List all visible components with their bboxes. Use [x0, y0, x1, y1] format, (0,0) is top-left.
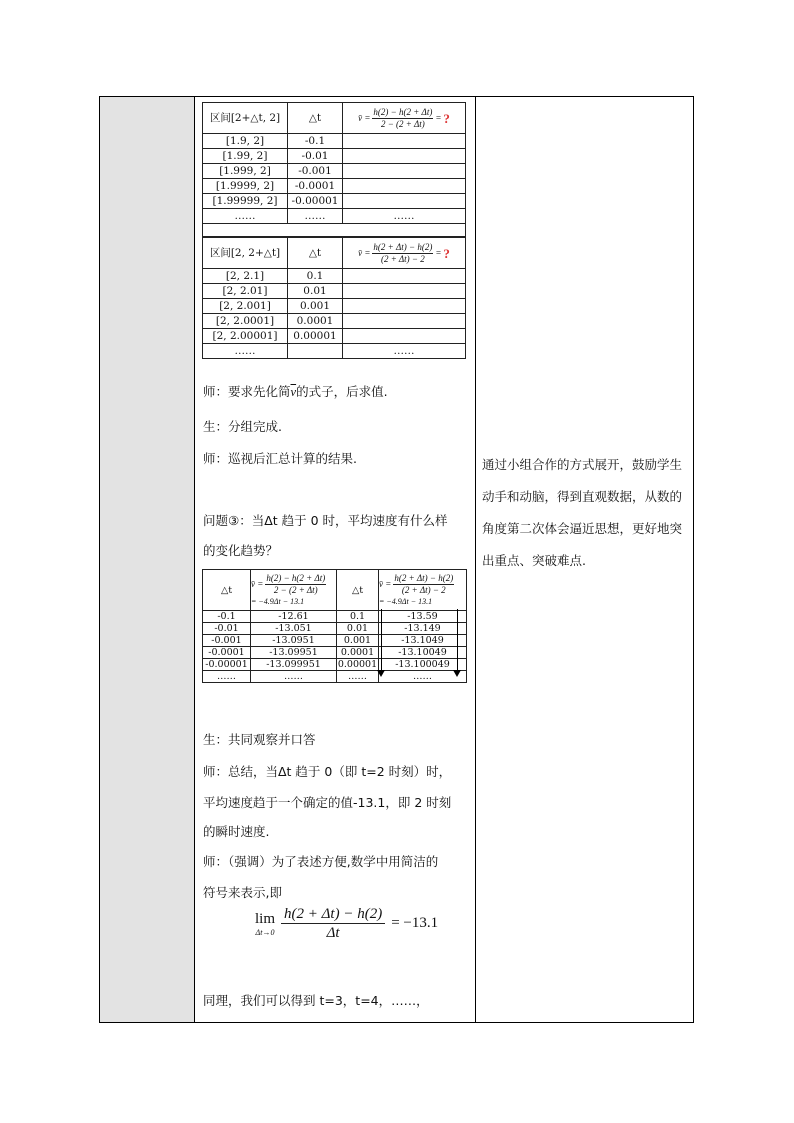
paragraph: 的瞬时速度.	[203, 824, 270, 839]
header-right-formula: v̄ = $\frac{h(2 + \Delta t) - h(2)}{(2 + \Delta t) - 2}$ = −4.9Δt − 13.1	[379, 570, 467, 611]
header-formula: v̄ = $\frac{h(2) - h(2 + \Delta t)}{2 - (2 + \Delta t)}$ = ?	[343, 103, 466, 134]
table-row: [2, 2.0001] 0.0001	[203, 314, 466, 329]
question-mark: ?	[443, 245, 450, 261]
paragraph: 生：分组完成.	[203, 419, 282, 434]
trend-arrow	[457, 609, 458, 671]
trend-arrow	[381, 609, 382, 671]
header-dt: △t	[337, 570, 379, 611]
table-row: [2, 2.001] 0.001	[203, 299, 466, 314]
paragraph: 师：总结，当Δt 趋于 0（即 t=2 时刻）时，	[203, 764, 452, 779]
paragraph: 符号来表示,即	[203, 885, 282, 900]
header-formula: v̄ = $\frac{h(2 + \Delta t) - h(2)}{(2 + \Delta t) - 2}$ = ?	[343, 238, 466, 269]
question-mark: ?	[443, 110, 450, 126]
table-row: [1.99999, 2] -0.00001	[203, 194, 466, 209]
table-row: …… …… ……	[203, 209, 466, 224]
table-row: -0.00001 -13.099951 0.00001 -13.100049	[203, 659, 467, 671]
interval-table-left	[202, 102, 466, 237]
limit-formula: lim Δt→0 $\frac{h(2 + \Delta t) - h(2)}{\Delta t}$ = −13.1	[255, 906, 439, 941]
paragraph: 师：（强调）为了表述方便,数学中用简洁的	[203, 854, 439, 869]
paragraph: 的变化趋势？	[203, 543, 279, 558]
table-row: [1.9999, 2] -0.0001	[203, 179, 466, 194]
middle-column	[195, 97, 476, 1022]
table-row: [1.9, 2] -0.1	[203, 134, 466, 149]
table-row: -0.001 -13.0951 0.001 -13.1049	[203, 635, 467, 647]
header-dt: △t	[288, 238, 343, 269]
table-row: [1.99, 2] -0.01	[203, 149, 466, 164]
header-interval: 区间[2, 2+△t]	[203, 238, 288, 269]
interval-table-right	[202, 237, 466, 359]
lesson-table	[99, 96, 694, 1023]
header-dt: △t	[203, 570, 251, 611]
right-column	[476, 97, 693, 1022]
table-row: -0.1 -12.61 0.1 -13.59	[203, 611, 467, 623]
paragraph: 生：共同观察并口答	[203, 732, 316, 747]
table-row: …… ……	[203, 344, 466, 359]
left-column	[100, 97, 195, 1022]
table-row: [1.999, 2] -0.001	[203, 164, 466, 179]
paragraph: 师：巡视后汇总计算的结果.	[203, 451, 357, 466]
table-row: [2, 2.01] 0.01	[203, 284, 466, 299]
header-interval: 区间[2+△t, 2]	[203, 103, 288, 134]
velocity-table	[202, 569, 467, 683]
header-dt: △t	[288, 103, 343, 134]
paragraph: 同理，我们可以得到 t=3，t=4，……，	[203, 993, 429, 1008]
table-row: [2, 2.1] 0.1	[203, 269, 466, 284]
paragraph: 平均速度趋于一个确定的值-13.1，即 2 时刻	[203, 795, 452, 810]
table-row: [2, 2.00001] 0.00001	[203, 329, 466, 344]
paragraph: 问题③：当Δt 趋于 0 时，平均速度有什么样	[203, 513, 448, 528]
table-row: -0.0001 -13.09951 0.0001 -13.10049	[203, 647, 467, 659]
paragraph: 师：要求先化简$\overline{v}$的式子，后求值.	[203, 384, 388, 399]
table-row: -0.01 -13.051 0.01 -13.149	[203, 623, 467, 635]
design-intent-text: 通过小组合作的方式展开，鼓励学生动手和动脑，得到直观数据，从数的角度第二次体会逼近思想，更好地突出重点、突破难点.	[482, 457, 683, 568]
header-left-formula: v̄ = $\frac{h(2) - h(2 + \Delta t)}{2 - (2 + \Delta t)}$ = −4.9Δt − 13.1	[251, 570, 337, 611]
table-row: …… …… …… ……	[203, 671, 467, 683]
